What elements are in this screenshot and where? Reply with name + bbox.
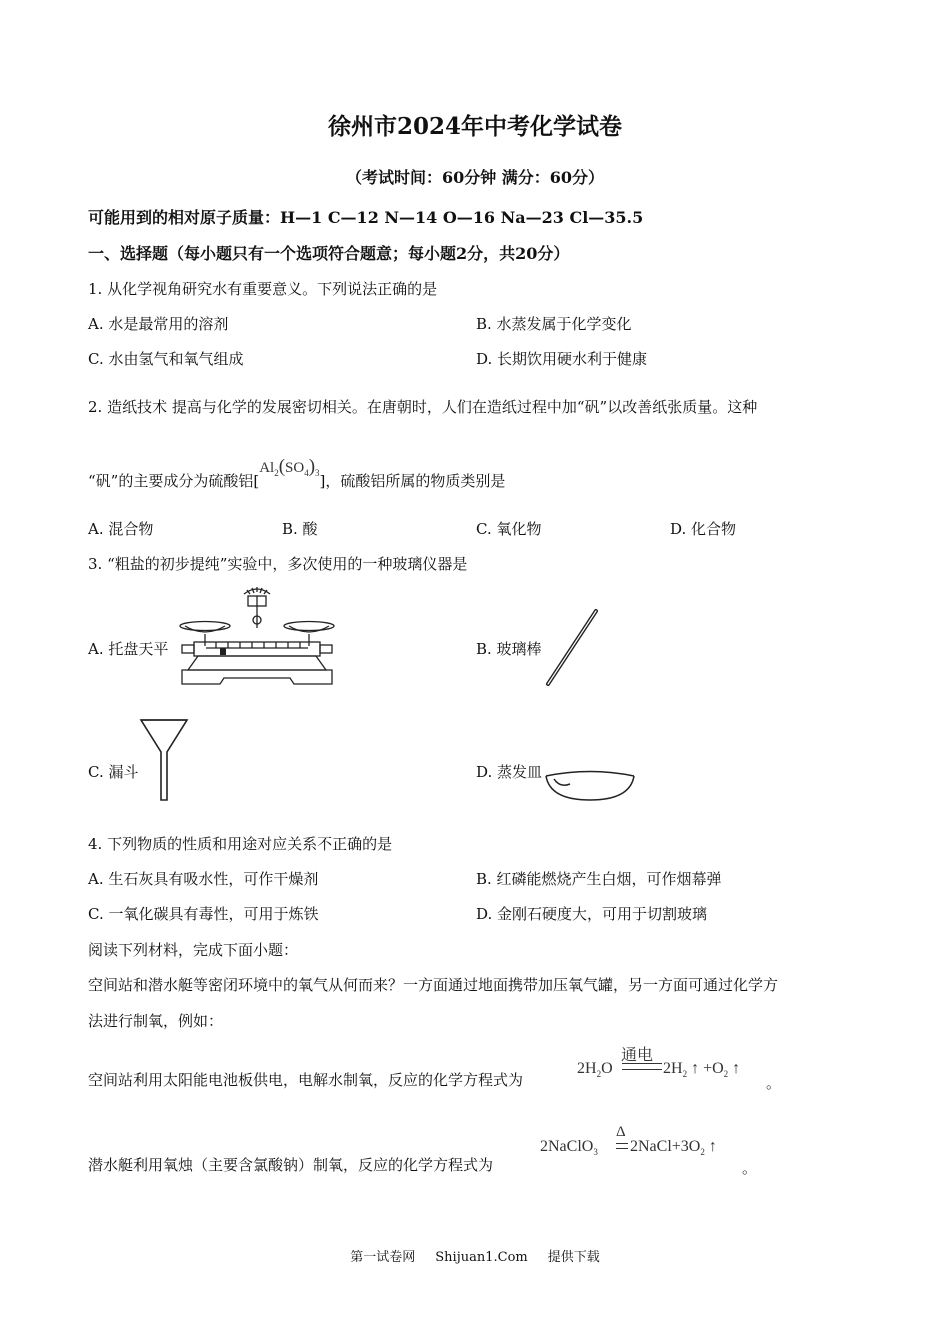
reading-paragraph-1-line-2: 法进行制氧，例如：: [88, 1012, 224, 1030]
equation-1-equals-sign: [622, 1063, 662, 1070]
reading-paragraph-2: 空间站利用太阳能电池板供电，电解水制氧，反应的化学方程式为: [88, 1071, 524, 1089]
q1-option-d: D. 长期饮用硬水利于健康: [476, 350, 648, 368]
equation-2-products: $2NaCl+3O_2$ ↑: [630, 1138, 717, 1158]
q2-line2-after: ]，硫酸铝所属的物质类别是: [319, 472, 506, 490]
q4-option-b: B. 红磷能燃烧产生白烟，可作烟幕弹: [476, 870, 722, 888]
equation-2-period: 。: [742, 1159, 758, 1177]
q1-option-a: A. 水是最常用的溶剂: [88, 315, 229, 333]
footer-site-name: 第一试卷网: [350, 1250, 416, 1265]
q3-option-d: D. 蒸发皿: [476, 763, 543, 781]
equation-1-reactant: $2H_2O$: [577, 1060, 613, 1080]
section-header: 一、选择题（每小题只有一个选项符合题意；每小题2分，共20分）: [88, 244, 570, 263]
aluminum-sulfate-formula: $Al_2(SO_4)_3$: [259, 456, 320, 478]
reading-paragraph-3: 潜水艇利用氧烛（主要含氯酸钠）制氧，反应的化学方程式为: [88, 1156, 494, 1174]
q2-option-a: A. 混合物: [88, 520, 154, 538]
equation-1-products: $2H_2$ ↑ $+O_2$ ↑: [663, 1060, 741, 1080]
reading-intro: 阅读下列材料，完成下面小题：: [88, 941, 299, 959]
q2-option-d: D. 化合物: [670, 520, 737, 538]
q4-option-d: D. 金刚石硬度大，可用于切割玻璃: [476, 905, 708, 923]
page-footer: [0, 1246, 950, 1265]
electrolysis-equation: [577, 1042, 777, 1086]
q3-option-a: A. 托盘天平: [88, 640, 169, 658]
exam-info: （考试时间：60分钟 满分：60分）: [345, 168, 605, 187]
balance-illustration: [176, 584, 341, 690]
equation-condition-heat: Δ: [616, 1124, 626, 1140]
q1-stem: 1. 从化学视角研究水有重要意义。下列说法正确的是: [88, 280, 438, 298]
footer-site-domain[interactable]: Shijuan1.Com: [435, 1250, 528, 1265]
equation-condition-electricity: 通电: [621, 1047, 654, 1064]
q4-option-c: C. 一氧化碳具有毒性，可用于炼铁: [88, 905, 319, 923]
evaporating-dish-illustration: [540, 762, 640, 806]
equation-2-reactant: 2NaClO$_3$: [540, 1138, 598, 1158]
footer-download-text: 提供下载: [547, 1250, 600, 1265]
q3-stem: 3. “粗盐的初步提纯”实验中，多次使用的一种玻璃仪器是: [88, 555, 468, 573]
q3-option-b: B. 玻璃棒: [476, 640, 542, 658]
q3-option-c: C. 漏斗: [88, 763, 139, 781]
q4-option-a: A. 生石灰具有吸水性，可作干燥剂: [88, 870, 319, 888]
q1-option-b: B. 水蒸发属于化学变化: [476, 315, 632, 333]
q2-stem: 2. 造纸技术 提高与化学的发展密切相关。在唐朝时，人们在造纸过程中加“矾”以改善纸张质量。这种: [88, 398, 758, 416]
page-title: 徐州市2024年中考化学试卷: [327, 113, 622, 140]
q1-option-c: C. 水由氢气和氧气组成: [88, 350, 244, 368]
atomic-masses: 可能用到的相对原子质量：H—1 C—12 N—14 O—16 Na—23 Cl—35.5: [88, 208, 644, 227]
funnel-illustration: [136, 716, 192, 804]
reading-paragraph-1-line-1: 空间站和潜水艇等密闭环境中的氧气从何而来？一方面通过地面携带加压氧气罐，另一方面可通过化学方: [88, 976, 779, 994]
equation-1-period: 。: [766, 1074, 782, 1092]
oxygen-candle-equation: [540, 1124, 750, 1168]
q2-line2-before: “矾”的主要成分为硫酸铝[: [88, 472, 260, 490]
q2-line2: [88, 456, 506, 492]
q4-stem: 4. 下列物质的性质和用途对应关系不正确的是: [88, 835, 393, 853]
glass-rod-illustration: [538, 606, 604, 690]
q2-option-c: C. 氧化物: [476, 520, 542, 538]
q2-option-b: B. 酸: [282, 520, 318, 538]
equation-2-equals-sign: [616, 1143, 628, 1149]
